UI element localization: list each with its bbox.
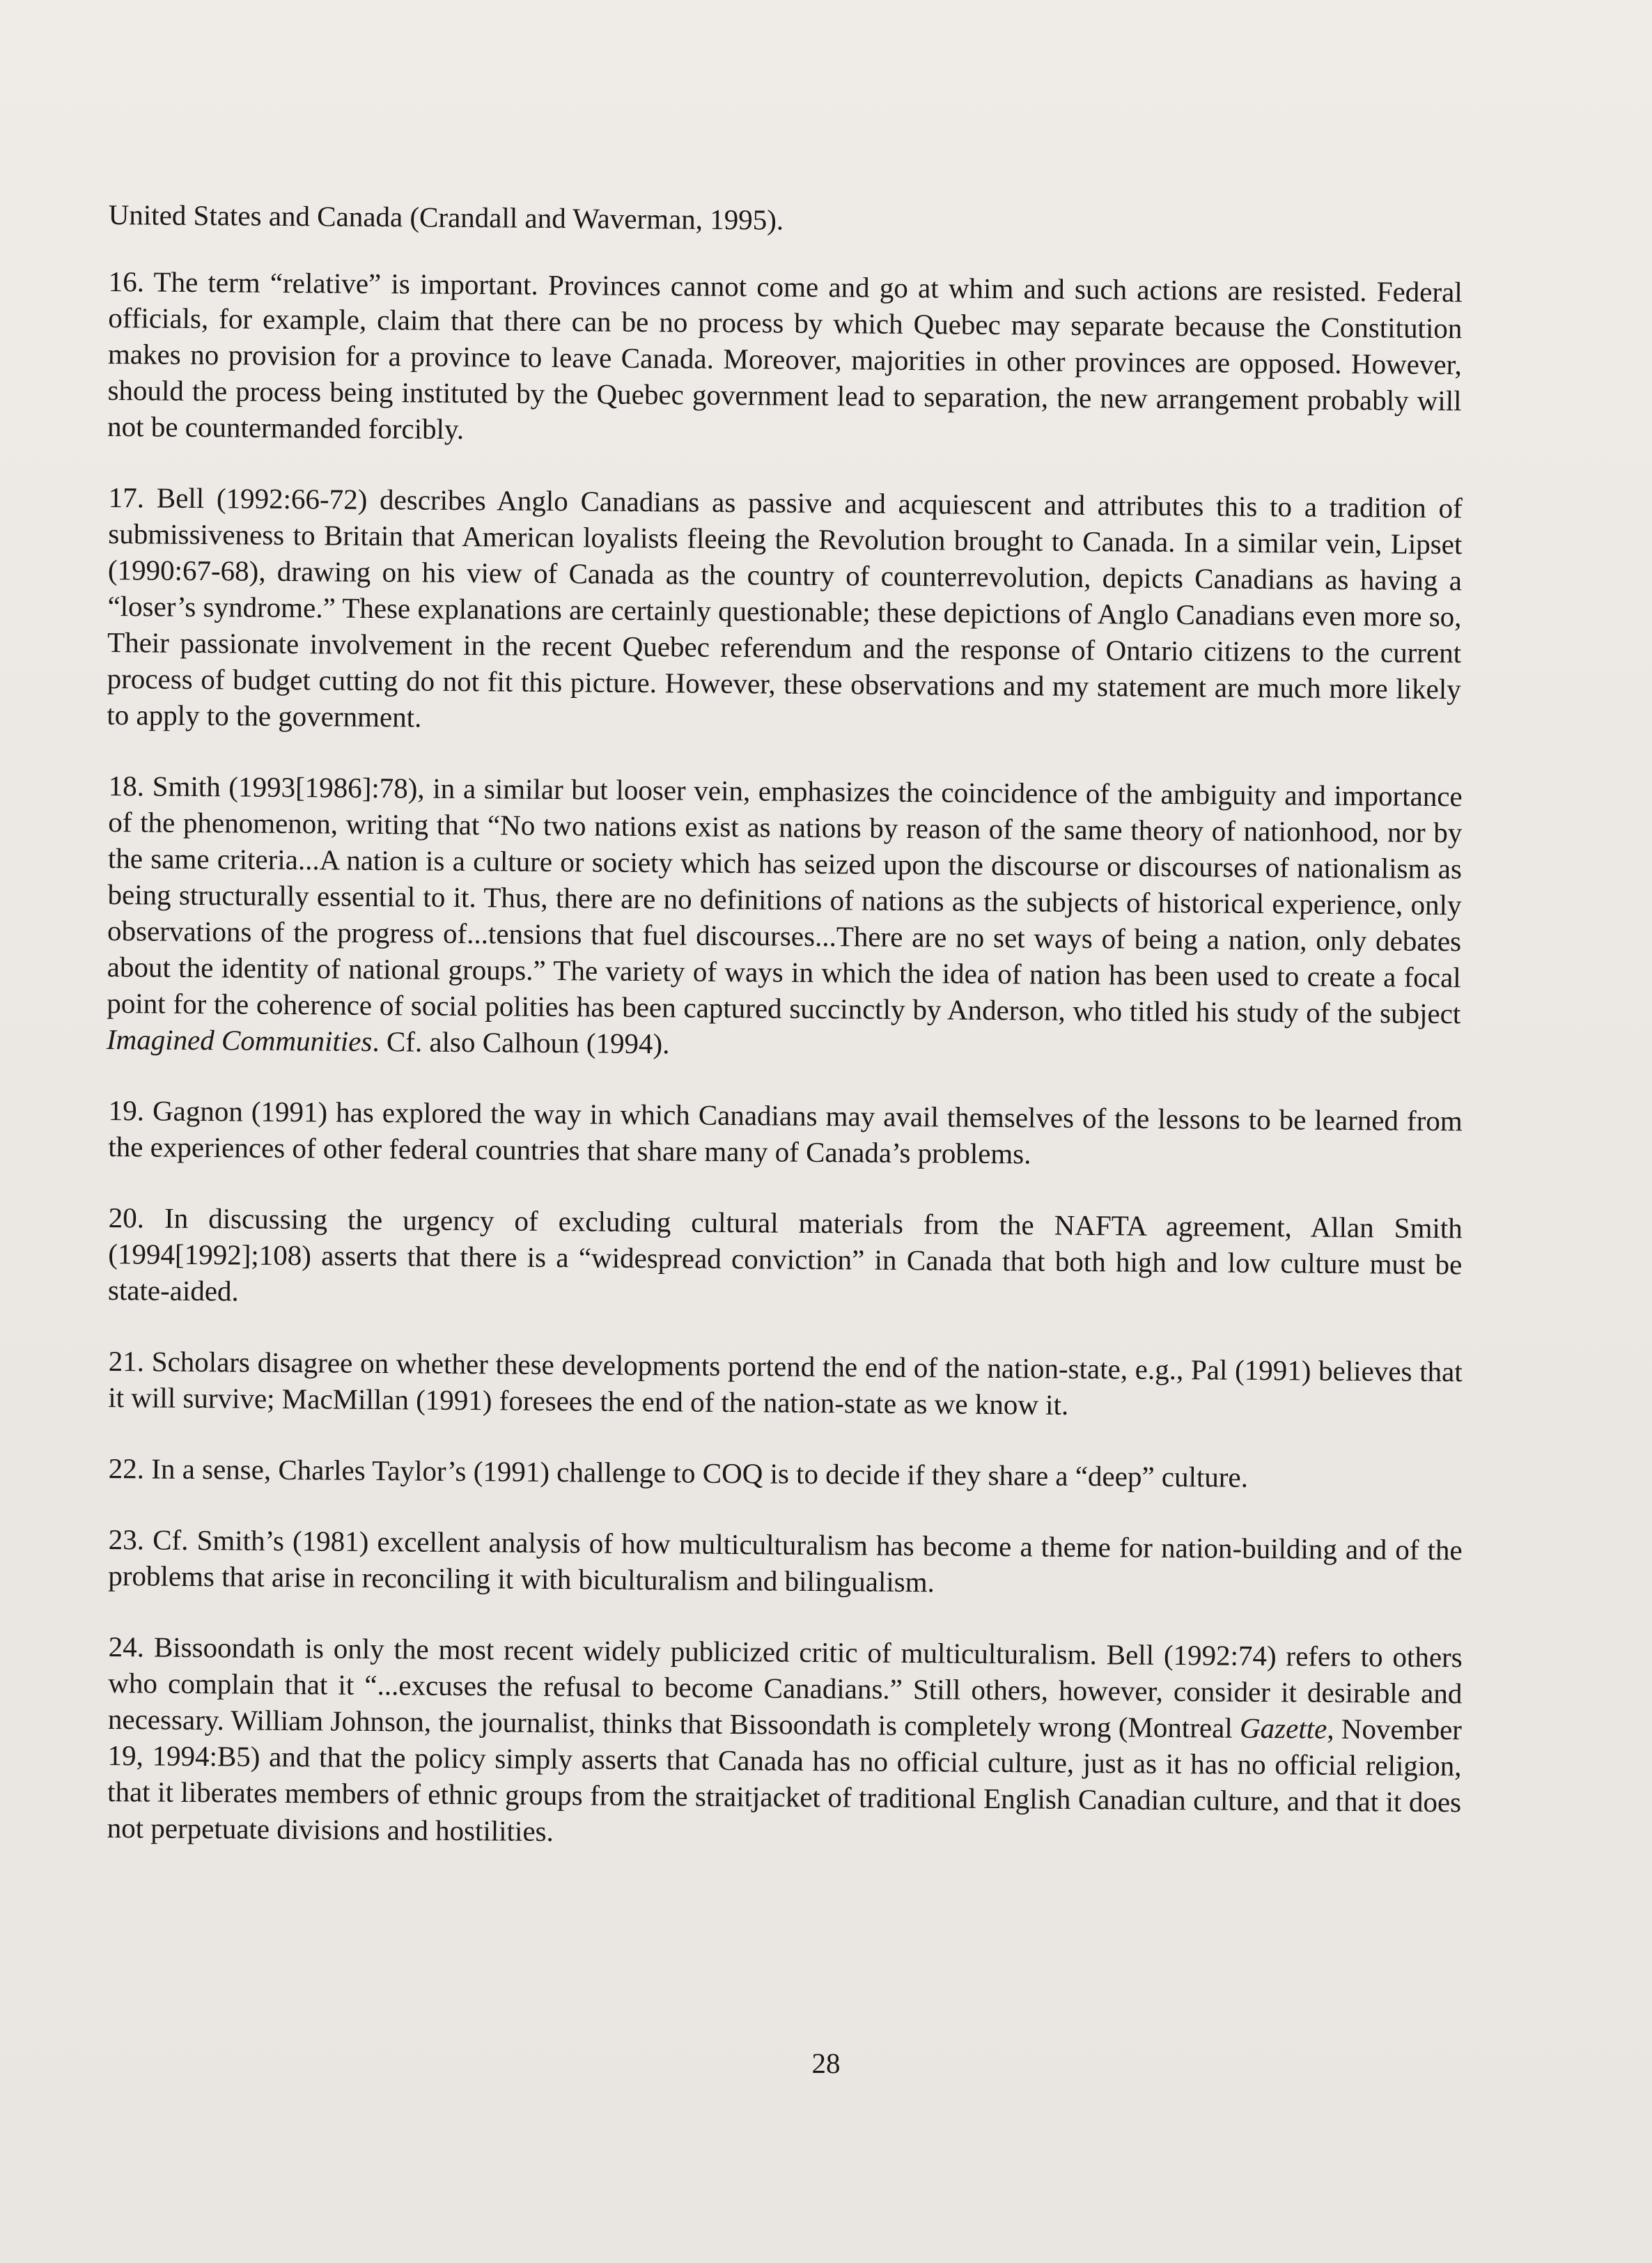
endnote-23 [108, 1521, 1463, 1604]
endnote-16 [107, 263, 1463, 455]
endnote-24-text-before: 24. Bissoondath is only the most recent widely publicized critic of multiculturalism. Bell (1992:74) refers to others who complain that it “...excuses the refusal to become Canadians.” Still others, however, consider it desirable and necessary. William Johnson, the journalist, thinks that Bissoondath is completely wrong (Montreal [107, 1631, 1463, 1744]
endnote-22 [109, 1450, 1463, 1497]
endnote-23-text: 23. Cf. Smith’s (1981) excellent analysis of how multiculturalism has become a theme for nation-building and of the problems that arise in reconciling it with biculturalism and bilingualism. [108, 1523, 1463, 1599]
endnote-21-text: 21. Scholars disagree on whether these developments portend the end of the nation-state, e.g., Pal (1991) believes that it will survive; MacMillan (1991) foresees the end of the nation-state as we know it. [108, 1344, 1463, 1421]
endnote-24-newspaper-title: Gazette [1239, 1711, 1327, 1745]
endnote-20-text: 20. In discussing the urgency of excluding cultural materials from the NAFTA agreement, Allan Smith (1994[1992];108) asserts that there is a “widespread conviction” in Canada that both high and low culture must be state-aided. [107, 1201, 1463, 1307]
endnote-21 [108, 1343, 1463, 1426]
endnote-24 [107, 1628, 1463, 1856]
endnote-17 [107, 479, 1463, 743]
endnote-16-text: 16. The term “relative” is important. Provinces cannot come and go at whim and such actions are resisted. Federal officials, for example, claim that there can be no process by which Quebec may separate because the Constitution makes no provision for a province to leave Canada. Moreover, majorities in other provinces are opposed. However, should the process being instituted by the Quebec government lead to separation, the new arrangement probably will not be countermanded forcibly. [107, 265, 1463, 446]
endnotes-body [106, 196, 1463, 1881]
endnote-17-text: 17. Bell (1992:66-72) describes Anglo Canadians as passive and acquiescent and attributes this to a tradition of submissiveness to Britain that American loyalists fleeing the Revolution brought to Canada. In a similar vein, Lipset (1990:67-68), drawing on his view of Canada as the country of counterrevolution, depicts Canadians as having a “loser’s syndrome.” These explanations are certainly questionable; these depictions of Anglo Canadians even more so, Their passionate involvement in the recent Quebec referendum and the response of Ontario citizens to the current process of budget cutting do not fit this picture. However, these observations and my statement are much more likely to apply to the government. [107, 481, 1463, 733]
endnote-15-continuation-text: United States and Canada (Crandall and Waverman, 1995). [108, 198, 784, 236]
endnote-18-text-before: 18. Smith (1993[1986]:78), in a similar but looser vein, emphasizes the coincidence of the ambiguity and importance of the phenomenon, writing that “No two nations exist as nations by reason of the same theory of nationhood, nor by the same criteria...A nation is a culture or society which has seized upon the discourse or discourses of nationalism as being structurally essential to it. Thus, there are no definitions of nations as the subjects of historical experience, only observations of the progress of...tensions that fuel discourses...There are no set ways of being a nation, only debates about the identity of national groups.” The variety of ways in which the idea of nation has been used to create a focal point for the coherence of social polities has been captured succinctly by Anderson, who titled his study of the subject [107, 769, 1463, 1030]
endnote-22-text: 22. In a sense, Charles Taylor’s (1991) challenge to COQ is to decide if they share a “deep” culture. [108, 1452, 1249, 1493]
endnote-20 [108, 1199, 1463, 1319]
endnote-15-continuation [109, 196, 1463, 243]
endnote-18 [107, 768, 1463, 1068]
page-number: 28 [811, 2047, 841, 2079]
endnote-18-text-after: . Cf. also Calhoun (1994). [372, 1025, 670, 1060]
endnote-24-text-after: , November 19, 1994:B5) and that the policy simply asserts that Canada has no official culture, just as it has no official religion, that it liberates members of ethnic groups from the straitjacket of traditional English Canadian culture, and that it does not perpetuate divisions and hostilities. [107, 1712, 1463, 1848]
endnote-18-book-title: Imagined Communities [106, 1022, 373, 1057]
endnote-19-text: 19. Gagnon (1991) has explored the way in which Canadians may avail themselves of the lessons to be learned from the experiences of other federal countries that share many of Canada’s problems. [108, 1094, 1463, 1170]
endnote-19 [108, 1092, 1463, 1175]
